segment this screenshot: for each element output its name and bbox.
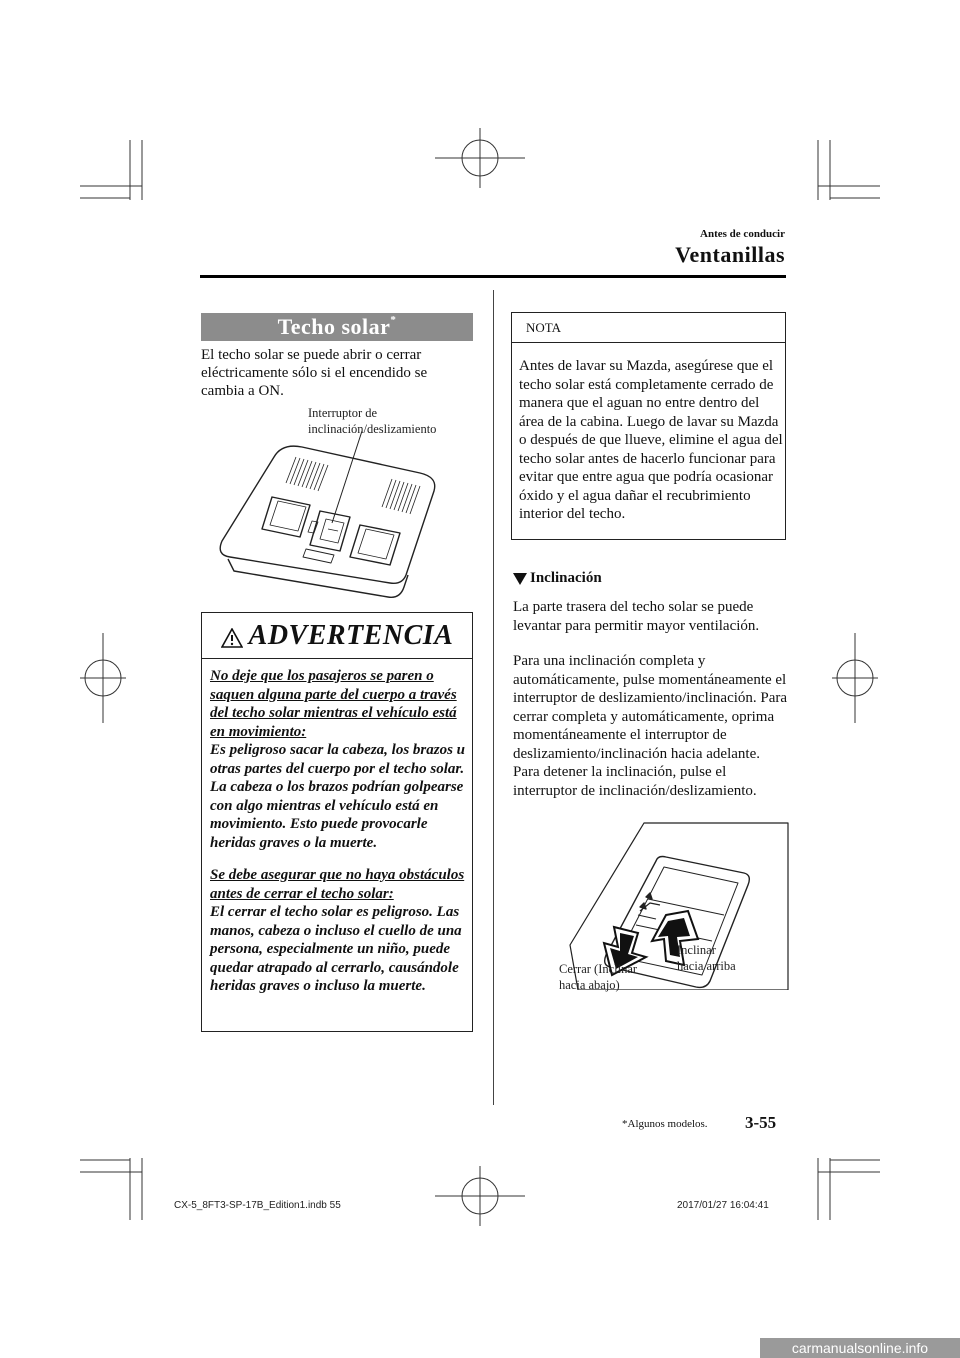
callout-line-2: inclinación/deslizamiento [308,422,437,436]
optional-equipment-mark: * [390,314,397,326]
warning-heading-2: Se debe asegurar que no haya obstáculos antes de cerrar el techo solar: [210,867,465,902]
section-title: Techo solar [277,314,391,339]
header-rule [200,275,786,278]
note-title: NOTA [512,313,785,343]
warning-box [201,612,473,1032]
tilt-label-line-2: hacia arriba [677,959,736,973]
warning-text-1: Es peligroso sacar la cabeza, los brazos u otras partes del cuerpo por el techo solar. La cabeza o los brazos podrían golpearse con algo mientras el vehículo está en movimiento. Esto puede provocarle heridas graves o la muerte. [210,742,466,851]
subheading-text: Inclinación [530,570,602,586]
warning-triangle-icon [221,628,243,653]
tilt-subheading [513,570,602,587]
down-triangle-icon [513,573,527,585]
page-number: 3-55 [745,1113,777,1132]
section-title-bar [201,313,473,341]
footnote: *Algunos modelos. [622,1118,708,1130]
close-label-line-1: Cerrar (Inclinar [559,962,638,976]
watermark: carmanualsonline.info [760,1338,960,1358]
print-timestamp: 2017/01/27 16:04:41 [677,1200,769,1211]
tilt-paragraph-2: Para una inclinación completa y automáticamente, pulse momentáneamente el interruptor de deslizamiento/inclinación. Para cerrar completa y automáticamente, oprima momentáneamente el interruptor de deslizamiento/inclinación hacia adelante. Para detener la inclinación, pulse el interruptor de inclinación/deslizamiento. [513,653,788,799]
note-box [511,312,786,540]
warning-heading-1: No deje que los pasajeros se paren o saquen alguna parte del cuerpo a través del techo solar mientras el vehículo está en movimiento: [210,668,457,740]
warning-text-2: El cerrar el techo solar es peligroso. Las manos, cabeza o incluso el cuello de una persona, especialmente un niño, puede quedar atrapado al cerrarlo, causándole heridas graves o incluso la muerte. [210,904,462,994]
close-tilt-down-label [559,961,637,993]
column-divider [493,290,494,1105]
section-heading: Ventanillas [675,242,785,267]
intro-paragraph: El techo solar se puede abrir o cerrar eléctricamente sólo si el encendido se cambia a ON. [201,347,428,399]
tilt-up-label [677,942,736,974]
close-label-line-2: hacia abajo) [559,978,620,992]
callout-line-1: Interruptor de [308,406,378,420]
warning-title: ADVERTENCIA [248,620,454,651]
overhead-console-illustration [210,425,472,615]
tilt-paragraph-1: La parte trasera del techo solar se puede levantar para permitir mayor ventilación. [513,599,760,634]
print-file-info: CX-5_8FT3-SP-17B_Edition1.indb 55 [174,1200,341,1211]
chapter-title: Antes de conducir [700,228,785,240]
note-body: Antes de lavar su Mazda, asegúrese que el techo solar está completamente cerrado de manera que el aguan no entre dentro del área de la cabina. Luego de lavar su Mazda o después de que llueve, elimine el agua del techo solar antes de hacerlo funcionar para evitar que entre agua que podría ocasionar óxido y el agua dañar el recubrimiento interior del techo. [519,358,783,522]
warning-header [202,613,472,659]
warning-body [210,667,468,1010]
tilt-label-line-1: Inclinar [677,943,716,957]
